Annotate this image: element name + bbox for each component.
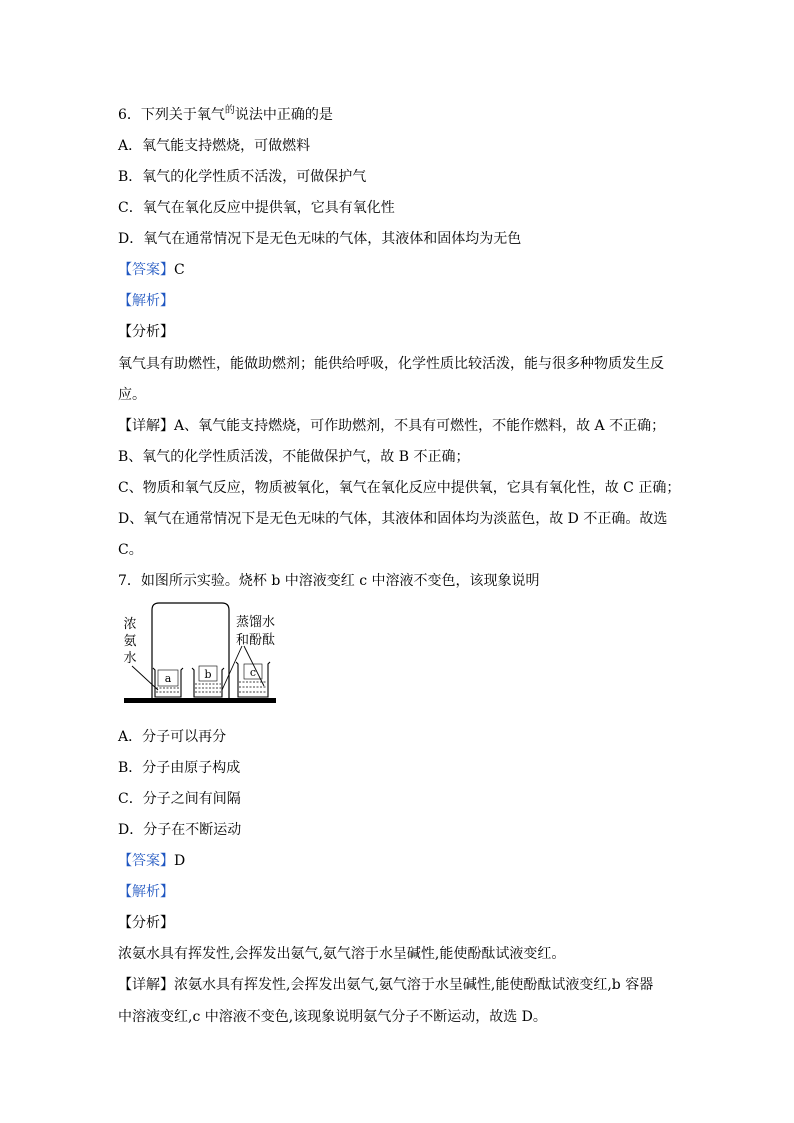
q6-detail-line-d: D、氧气在通常情况下是无色无味的气体，其液体和固体均为淡蓝色，故 D 不正确。故选 (118, 511, 668, 527)
beaker-c (236, 662, 270, 697)
q6-stem: 6．下列关于氧气$^的$说法中正确的是 (118, 105, 333, 123)
q6-stem-sup: 的 (224, 105, 235, 116)
q7-option-a: A．分子可以再分 (118, 729, 227, 745)
beaker-b (192, 666, 224, 697)
experiment-figure (118, 598, 280, 710)
beaker-a-label: a (164, 672, 172, 685)
q7-answer (118, 852, 185, 870)
q6-detail-first: 【详解】A、氧气能支持燃烧，可作助燃剂，不具有可燃性，不能作燃料，故 A 不正确； (118, 418, 666, 434)
beaker-a (153, 668, 183, 697)
q7-detail-second: 中溶液变红,c 中溶液不变色,该现象说明氨气分子不断运动，故选 D。 (118, 1009, 547, 1025)
q7-analysis-tag: 【解析】 (118, 884, 174, 900)
q6-answer-tag: 【答案】 (118, 262, 174, 278)
q7-answer-value: D (174, 853, 186, 869)
q6-option-d: D．氧气在通常情况下是无色无味的气体，其液体和固体均为无色 (118, 231, 522, 247)
q7-answer-tag: 【答案】 (118, 853, 174, 869)
label-water-2: 和酚酞 (236, 633, 276, 648)
beaker-b-label: b (204, 668, 212, 681)
q6-detail-line-b: B、氧气的化学性质活泼，不能做保护气，故 B 不正确； (118, 449, 470, 465)
q6-fenxi-line-1: 氧气具有助燃性，能做助燃剂；能供给呼吸，化学性质比较活泼，能与很多种物质发生反 (118, 356, 664, 372)
q7-detail-first: 【详解】浓氨水具有挥发性,会挥发出氨气,氨气溶于水呈碱性,能使酚酞试液变红,b 容器 (118, 977, 654, 993)
label-ammonia-2: 氨 (123, 634, 137, 649)
label-ammonia-3: 水 (123, 651, 137, 666)
q6-detail-line-end: C。 (118, 542, 143, 558)
beaker-c-label: c (249, 666, 257, 679)
base-plate (124, 698, 276, 703)
q6-answer (118, 261, 185, 279)
q6-analysis-tag: 【解析】 (118, 293, 174, 309)
q7-option-c: C．分子之间有间隔 (118, 791, 241, 807)
q6-option-a: A．氧气能支持燃烧，可做燃料 (118, 138, 311, 154)
q6-detail-tag: 【详解】 (118, 418, 174, 434)
q6-answer-value: C (174, 262, 185, 278)
pointer-water-b (222, 646, 242, 690)
q7-stem: 7．如图所示实验。烧杯 b 中溶液变红 c 中溶液不变色，该现象说明 (118, 573, 540, 589)
label-water-1: 蒸馏水 (236, 615, 276, 630)
q6-fenxi-tag: 【分析】 (118, 324, 174, 340)
q6-detail-line-c: C、物质和氧气反应，物质被氧化，氧气在氧化反应中提供氧，它具有氧化性，故 C 正确； (118, 480, 681, 496)
q7-option-b: B．分子由原子构成 (118, 760, 241, 776)
q7-option-d: D．分子在不断运动 (118, 822, 242, 838)
label-ammonia-1: 浓 (123, 617, 137, 632)
q7-fenxi-text: 浓氨水具有挥发性,会挥发出氨气,氨气溶于水呈碱性,能使酚酞试液变红。 (118, 946, 566, 962)
q6-option-b: B．氧气的化学性质不活泼，可做保护气 (118, 169, 367, 185)
q6-option-c: C．氧气在氧化反应中提供氧，它具有氧化性 (118, 200, 395, 216)
q7-fenxi-tag: 【分析】 (118, 915, 174, 931)
q6-fenxi-line-2: 应。 (118, 387, 146, 403)
q7-detail-tag: 【详解】 (118, 977, 174, 993)
experiment-diagram (118, 598, 280, 710)
